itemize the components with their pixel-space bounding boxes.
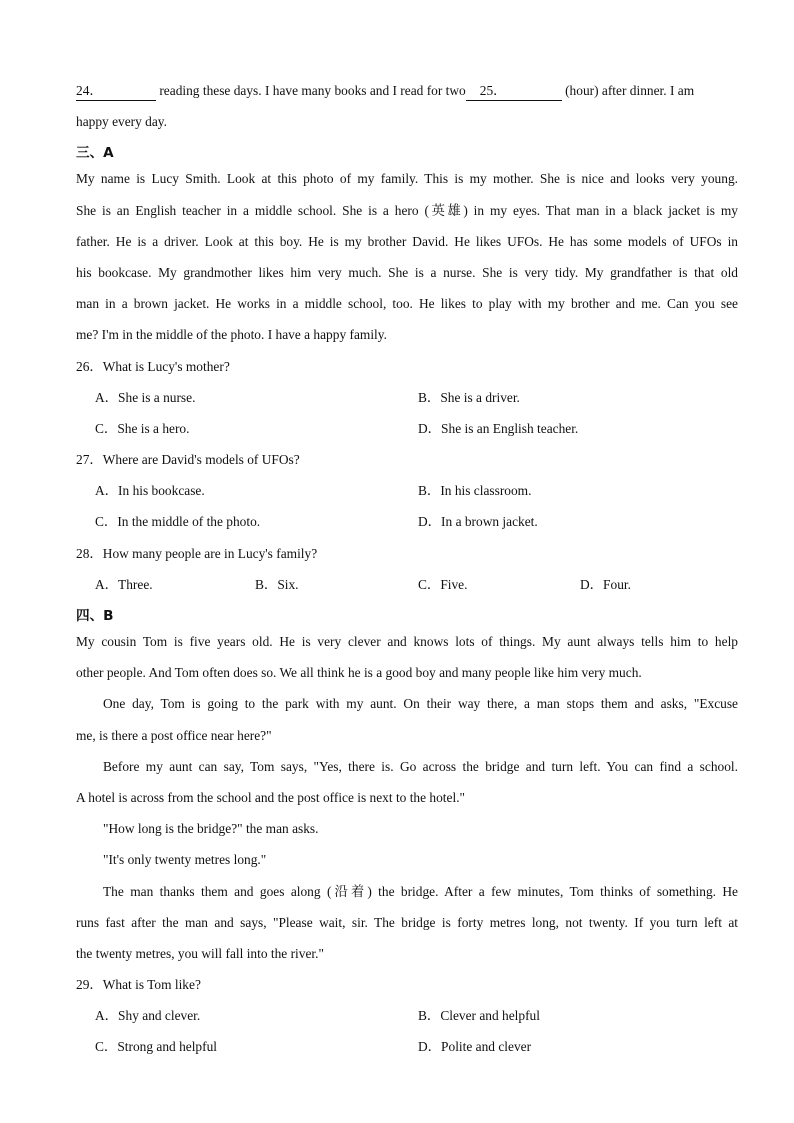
- passage-line: the twenty metres, you will fall into the river.": [76, 945, 324, 961]
- cloze-text: (hour) after dinner. I am: [561, 83, 695, 98]
- option-c[interactable]: C．Five.: [418, 576, 468, 592]
- option-b[interactable]: B．Six.: [255, 576, 299, 592]
- passage-line: me, is there a post office near here?": [76, 727, 272, 743]
- section-heading: 四、B: [76, 608, 114, 624]
- option-row: [76, 1034, 738, 1065]
- option-row: [76, 385, 738, 416]
- section-heading: 三、A: [76, 145, 114, 162]
- option-row: [76, 416, 738, 447]
- exam-page: [76, 78, 738, 1066]
- passage-line: The man thanks them and goes along (沿着) the bridge. After a few minutes, Tom thinks of something. He: [103, 883, 738, 899]
- question-stem: 26．What is Lucy's mother?: [76, 358, 230, 374]
- passage-line: "How long is the bridge?" the man asks.: [103, 821, 319, 837]
- option-b[interactable]: B．In his classroom.: [418, 483, 532, 499]
- passage-line: his bookcase. My grandmother likes him very much. She is a nurse. She is very tidy. My grandfather is that old: [76, 264, 738, 280]
- option-d[interactable]: D．In a brown jacket.: [418, 514, 538, 530]
- option-row: [76, 478, 738, 509]
- passage-line: "It's only twenty metres long.": [103, 852, 267, 868]
- passage-line: She is an English teacher in a middle school. She is a hero (英雄) in my eyes. That man in a black jacket is my: [76, 202, 738, 218]
- cloze-line: happy every day.: [76, 114, 167, 130]
- option-a[interactable]: A．Three.: [95, 576, 153, 592]
- option-d[interactable]: D．Polite and clever: [418, 1039, 532, 1055]
- option-row: [76, 572, 738, 603]
- passage-line: My name is Lucy Smith. Look at this photo of my family. This is my mother. She is nice and looks very young.: [76, 171, 738, 187]
- cloze-text: reading these days. I have many books and I read for two: [156, 83, 466, 98]
- cloze-line-24-25: [76, 78, 738, 109]
- option-d[interactable]: D．She is an English teacher.: [418, 420, 579, 436]
- option-b[interactable]: B．She is a driver.: [418, 389, 520, 405]
- blank-25[interactable]: 25．: [466, 82, 562, 101]
- question-stem: 28．How many people are in Lucy's family?: [76, 545, 318, 561]
- passage-line: me? I'm in the middle of the photo. I have a happy family.: [76, 327, 387, 343]
- blank-24[interactable]: 24．: [76, 82, 156, 101]
- option-row: [76, 1003, 738, 1034]
- passage-line: runs fast after the man and says, "Please wait, sir. The bridge is forty metres long, not twenty. If you turn left at: [76, 914, 738, 930]
- option-c[interactable]: C．In the middle of the photo.: [95, 514, 261, 530]
- question-stem: 27．Where are David's models of UFOs?: [76, 452, 300, 468]
- passage-line: man in a brown jacket. He works in a middle school, too. He likes to play with my brother and me. Can you see: [76, 296, 738, 312]
- passage-line: My cousin Tom is five years old. He is very clever and knows lots of things. My aunt always tells him to help: [76, 634, 738, 649]
- option-d[interactable]: D．Four.: [580, 576, 631, 592]
- option-row: [76, 509, 738, 540]
- passage-line: father. He is a driver. Look at this boy. He is my brother David. He likes UFOs. He has some models of UFOs in: [76, 233, 738, 249]
- option-c[interactable]: C．Strong and helpful: [95, 1039, 217, 1055]
- question-stem: 29．What is Tom like?: [76, 977, 201, 993]
- option-a[interactable]: A．In his bookcase.: [95, 483, 205, 499]
- passage-line: Before my aunt can say, Tom says, "Yes, there is. Go across the bridge and turn left. You can find a school.: [103, 758, 738, 774]
- passage-line: A hotel is across from the school and the post office is next to the hotel.": [76, 789, 466, 805]
- passage-line: One day, Tom is going to the park with my aunt. On their way there, a man stops them and asks, "Excuse: [103, 696, 738, 712]
- option-a[interactable]: A．She is a nurse.: [95, 389, 196, 405]
- option-b[interactable]: B．Clever and helpful: [418, 1008, 540, 1024]
- option-a[interactable]: A．Shy and clever.: [95, 1008, 201, 1024]
- passage-line: other people. And Tom often does so. We all think he is a good boy and many people like him very much.: [76, 665, 642, 681]
- option-c[interactable]: C．She is a hero.: [95, 420, 190, 436]
